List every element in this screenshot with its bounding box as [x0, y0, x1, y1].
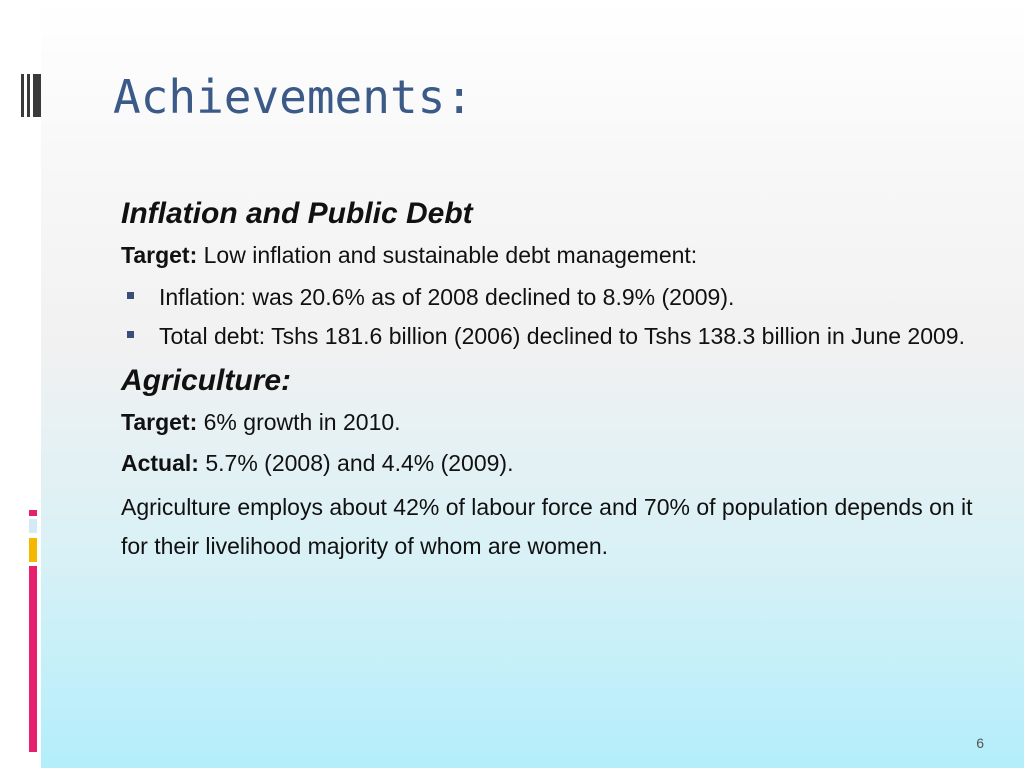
agriculture-actual-line: [121, 450, 981, 478]
actual-label: Actual:: [121, 450, 199, 477]
slide-body: [121, 196, 981, 566]
bar-1: [21, 74, 24, 117]
accent-bar-yellow: [29, 538, 37, 562]
target-label: Target:: [121, 408, 198, 435]
section-heading-inflation: Inflation and Public Debt: [121, 197, 473, 230]
target-text: 6% growth in 2010.: [203, 408, 401, 435]
bullet-text: Total debt: Tshs 181.6 billion (2006) declined to Tshs 138.3 billion in June 2009.: [159, 323, 965, 350]
agriculture-paragraph: Agriculture employs about 42% of labour force and 70% of population depends on it for their livelihood majority of whom are women.: [121, 493, 973, 559]
bar-3: [33, 74, 41, 117]
section-heading-agriculture: Agriculture:: [121, 363, 292, 397]
target-text: Low inflation and sustainable debt management:: [203, 242, 698, 268]
accent-bar-pink-small: [29, 510, 37, 516]
actual-text: 5.7% (2008) and 4.4% (2009).: [205, 450, 514, 477]
agriculture-target-line: [121, 409, 981, 437]
slide-title: Achievements:: [113, 70, 474, 124]
vertical-bars-icon: [21, 74, 41, 117]
list-item: [121, 284, 981, 312]
target-label: Target:: [121, 242, 198, 268]
bar-2: [27, 74, 30, 117]
inflation-bullet-list: [121, 284, 981, 351]
accent-bar-pink-long: [29, 566, 37, 752]
list-item: [121, 323, 981, 351]
page-number: 6: [976, 735, 984, 751]
inflation-target-line: [121, 242, 981, 270]
bullet-text: Inflation: was 20.6% as of 2008 declined to 8.9% (2009).: [159, 283, 735, 310]
accent-bar-light-blue: [29, 519, 37, 533]
square-bullet-icon: [127, 331, 134, 338]
left-margin-strip: [0, 0, 41, 768]
square-bullet-icon: [127, 292, 134, 299]
